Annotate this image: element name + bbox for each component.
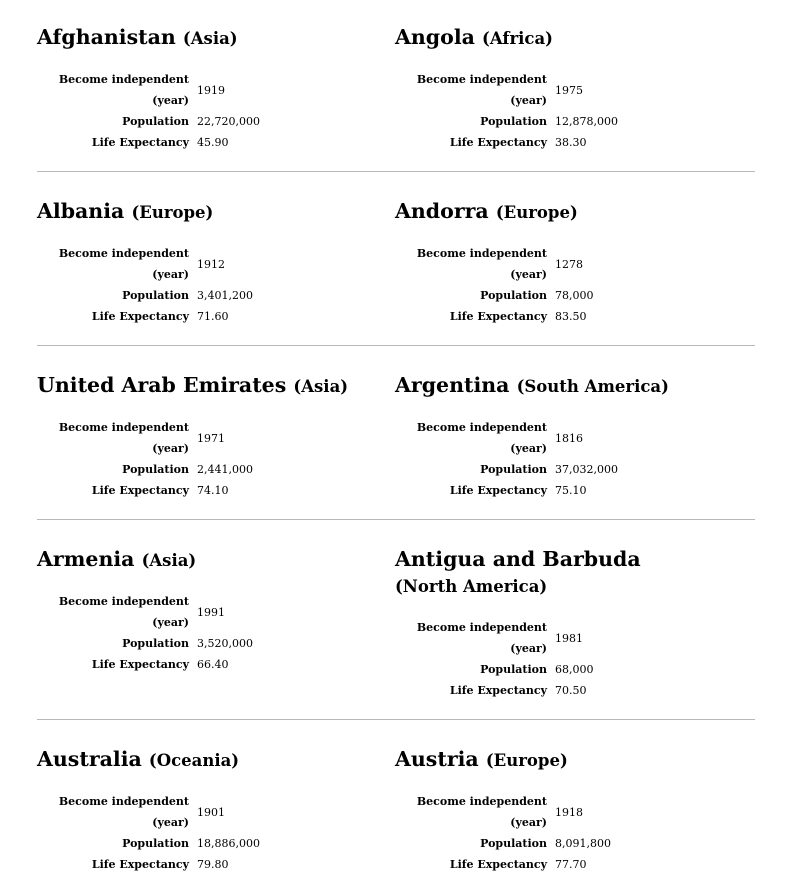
country-name: Andorra xyxy=(395,199,489,223)
independent-label: Become independent (year) xyxy=(416,421,547,455)
country-row xyxy=(37,24,755,172)
life-expectancy-label: Life Expectancy xyxy=(449,136,547,149)
population-value: 22,720,000 xyxy=(197,115,260,128)
population-label: Population xyxy=(122,837,189,850)
population-label: Population xyxy=(122,115,189,128)
population-value: 18,886,000 xyxy=(197,837,260,850)
population-row xyxy=(397,111,618,132)
country-title xyxy=(395,372,705,400)
country-title xyxy=(37,198,379,226)
independent-value: 1919 xyxy=(197,83,225,97)
independent-value: 1971 xyxy=(197,431,225,445)
independent-label: Become independent (year) xyxy=(58,595,189,629)
country-stats xyxy=(39,591,253,675)
country-name: United Arab Emirates xyxy=(37,373,287,397)
country-stats xyxy=(397,617,594,701)
population-row xyxy=(397,833,611,854)
continent-name: (Europe) xyxy=(131,203,214,222)
country-card xyxy=(37,24,395,153)
life-expectancy-value: 75.10 xyxy=(555,484,587,497)
independent-row xyxy=(39,417,253,459)
life-expectancy-value: 77.70 xyxy=(555,858,587,871)
life-expectancy-label: Life Expectancy xyxy=(91,858,189,871)
country-title xyxy=(395,24,705,52)
continent-name: (Europe) xyxy=(485,751,568,770)
life-expectancy-label: Life Expectancy xyxy=(449,858,547,871)
population-label: Population xyxy=(122,637,189,650)
population-row xyxy=(39,633,253,654)
population-row xyxy=(397,659,594,680)
population-label: Population xyxy=(480,289,547,302)
country-stats xyxy=(39,417,253,501)
country-name: Afghanistan xyxy=(37,25,176,49)
life-expectancy-label: Life Expectancy xyxy=(449,684,547,697)
life-expectancy-value: 66.40 xyxy=(197,658,229,671)
country-name: Austria xyxy=(395,747,479,771)
country-stats xyxy=(397,69,618,153)
independent-value: 1991 xyxy=(197,605,225,619)
life-expectancy-label: Life Expectancy xyxy=(91,310,189,323)
country-title xyxy=(37,546,379,574)
population-row xyxy=(397,459,618,480)
continent-name: (Asia) xyxy=(182,29,238,48)
population-value: 12,878,000 xyxy=(555,115,618,128)
country-stats xyxy=(39,69,260,153)
continent-name: (Africa) xyxy=(482,29,553,48)
country-card xyxy=(37,372,395,501)
country-title xyxy=(37,746,379,774)
life-expectancy-label: Life Expectancy xyxy=(91,136,189,149)
country-stats xyxy=(397,243,594,327)
life-expectancy-value: 79.80 xyxy=(197,858,229,871)
population-label: Population xyxy=(480,463,547,476)
independent-row xyxy=(397,243,594,285)
population-label: Population xyxy=(122,289,189,302)
population-value: 68,000 xyxy=(555,663,594,676)
country-card xyxy=(37,198,395,327)
independent-value: 1918 xyxy=(555,805,583,819)
continent-name: (Oceania) xyxy=(148,751,240,770)
life-expectancy-row xyxy=(39,480,253,501)
population-label: Population xyxy=(122,463,189,476)
country-grid xyxy=(37,24,755,875)
independent-row xyxy=(39,791,260,833)
independent-row xyxy=(39,69,260,111)
country-card xyxy=(395,746,755,875)
country-stats xyxy=(397,791,611,875)
country-title xyxy=(395,746,705,774)
independent-value: 1816 xyxy=(555,431,583,445)
country-row xyxy=(37,546,755,720)
life-expectancy-row xyxy=(397,680,594,701)
independent-label: Become independent (year) xyxy=(58,247,189,281)
life-expectancy-value: 70.50 xyxy=(555,684,587,697)
country-name: Albania xyxy=(37,199,125,223)
population-value: 3,520,000 xyxy=(197,637,253,650)
population-row xyxy=(39,459,253,480)
life-expectancy-row xyxy=(397,306,594,327)
country-name: Argentina xyxy=(395,373,510,397)
country-row xyxy=(37,198,755,346)
independent-value: 1981 xyxy=(555,631,583,645)
population-row xyxy=(397,285,594,306)
independent-row xyxy=(397,417,618,459)
independent-label: Become independent (year) xyxy=(58,421,189,455)
life-expectancy-value: 71.60 xyxy=(197,310,229,323)
population-value: 2,441,000 xyxy=(197,463,253,476)
population-row xyxy=(39,833,260,854)
country-name: Australia xyxy=(37,747,142,771)
life-expectancy-label: Life Expectancy xyxy=(91,658,189,671)
life-expectancy-row xyxy=(397,854,611,875)
life-expectancy-row xyxy=(39,854,260,875)
life-expectancy-label: Life Expectancy xyxy=(449,310,547,323)
population-value: 37,032,000 xyxy=(555,463,618,476)
population-value: 8,091,800 xyxy=(555,837,611,850)
independent-label: Become independent (year) xyxy=(58,795,189,829)
life-expectancy-label: Life Expectancy xyxy=(449,484,547,497)
country-card xyxy=(395,24,755,153)
independent-value: 1975 xyxy=(555,83,583,97)
continent-name: (Asia) xyxy=(141,551,197,570)
life-expectancy-label: Life Expectancy xyxy=(91,484,189,497)
country-card xyxy=(395,372,755,501)
life-expectancy-row xyxy=(39,306,253,327)
continent-name: (Europe) xyxy=(495,203,578,222)
independent-label: Become independent (year) xyxy=(58,73,189,107)
independent-row xyxy=(397,69,618,111)
country-title xyxy=(395,198,705,226)
life-expectancy-value: 83.50 xyxy=(555,310,587,323)
population-label: Population xyxy=(480,837,547,850)
country-stats xyxy=(39,791,260,875)
population-label: Population xyxy=(480,663,547,676)
life-expectancy-row xyxy=(397,132,618,153)
country-card xyxy=(395,546,755,701)
population-row xyxy=(39,111,260,132)
country-name: Armenia xyxy=(37,547,135,571)
population-label: Population xyxy=(480,115,547,128)
continent-name: (North America) xyxy=(395,577,548,596)
independent-label: Become independent (year) xyxy=(416,621,547,655)
country-row xyxy=(37,372,755,520)
independent-value: 1278 xyxy=(555,257,583,271)
independent-value: 1912 xyxy=(197,257,225,271)
independent-label: Become independent (year) xyxy=(416,247,547,281)
independent-label: Become independent (year) xyxy=(416,73,547,107)
country-name: Antigua and Barbuda xyxy=(395,547,641,571)
life-expectancy-value: 38.30 xyxy=(555,136,587,149)
continent-name: (Asia) xyxy=(293,377,349,396)
life-expectancy-value: 74.10 xyxy=(197,484,229,497)
independent-label: Become independent (year) xyxy=(416,795,547,829)
country-card xyxy=(37,746,395,875)
country-card xyxy=(395,198,755,327)
country-stats xyxy=(39,243,253,327)
independent-row xyxy=(397,617,594,659)
independent-value: 1901 xyxy=(197,805,225,819)
country-card xyxy=(37,546,395,675)
country-title xyxy=(37,24,379,52)
country-name: Angola xyxy=(395,25,475,49)
independent-row xyxy=(39,591,253,633)
population-row xyxy=(39,285,253,306)
independent-row xyxy=(39,243,253,285)
continent-name: (South America) xyxy=(516,377,669,396)
life-expectancy-row xyxy=(397,480,618,501)
population-value: 78,000 xyxy=(555,289,594,302)
country-title xyxy=(395,546,705,600)
population-value: 3,401,200 xyxy=(197,289,253,302)
life-expectancy-row xyxy=(39,654,253,675)
country-row xyxy=(37,746,755,875)
life-expectancy-row xyxy=(39,132,260,153)
life-expectancy-value: 45.90 xyxy=(197,136,229,149)
country-stats xyxy=(397,417,618,501)
country-title xyxy=(37,372,379,400)
independent-row xyxy=(397,791,611,833)
